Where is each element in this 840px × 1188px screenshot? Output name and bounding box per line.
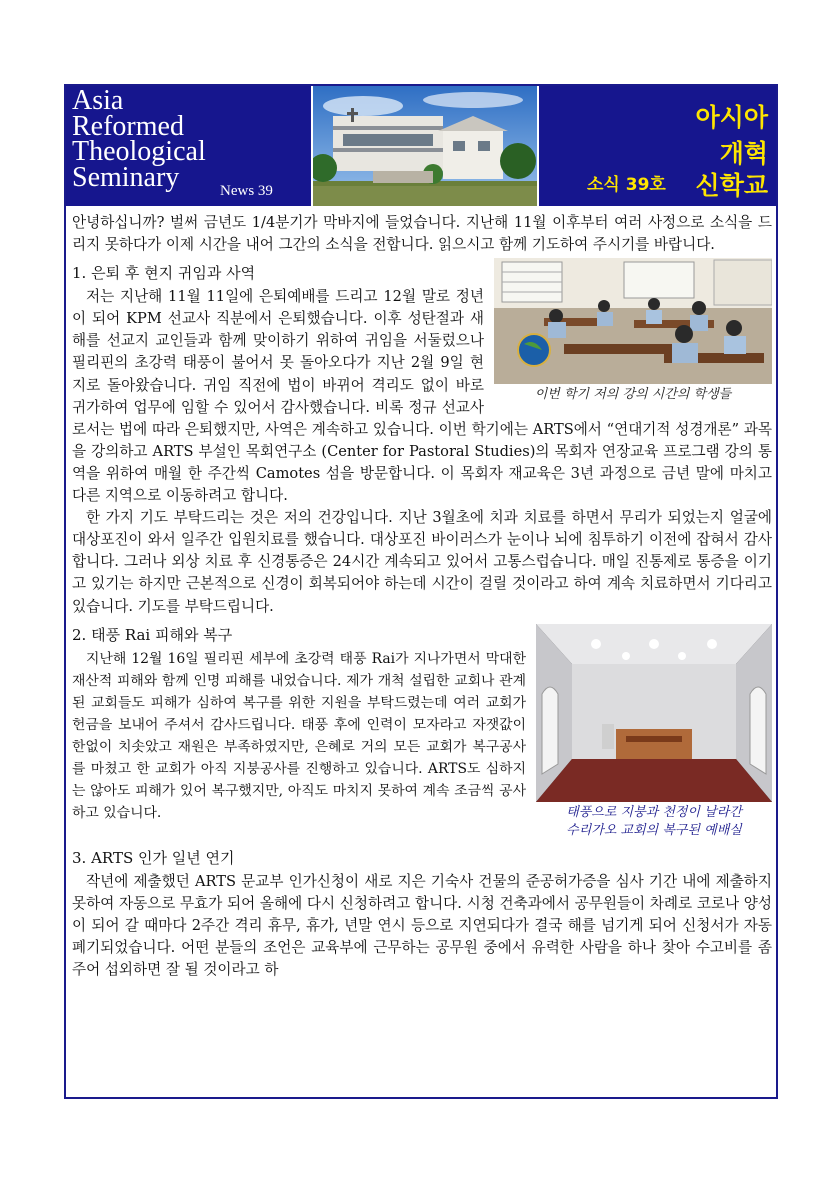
church-caption-line-2: 수리가오 교회의 복구된 예배실 [566,822,742,838]
section1-heading: 1. 은퇴 후 현지 귀임과 사역 [72,264,256,283]
section1-paragraph-1: 저는 지난해 11월 11일에 은퇴예배를 드리고 12월 말로 정년이 되어 KPM 선교사 직분에서 은퇴했습니다. 이후 성탄절과 새해를 선교지 교인들과 함께 맞이하기 위하여 귀임을 서둘렀으나 필리핀의 초강력 태풍이 불어서 못 돌아오다가 지난 2월 9일 현지로 돌아왔습니다. 귀임 직전에 법이 바뀌어 격리도 없이 바로 귀가하여 업무에 임할 수 있어서 감사했습니다. 비록 정규 선교사로서는 법에 따라 은퇴했지만, 사역은 계속하고 있습니다. 이번 학기에는 ARTS에서 “연대기적 성경개론” 과목을 강의하고 ARTS 부설인 목회연구소 (Center for Pastoral Studies)의 목회자 연장교육 프로그램 강의 통역을 위하여 매월 한 주간씩 Camotes 섬을 방문합니다. 이 목회자 재교육은 3년 과정으로 금년 말에 마치고 다른 지역으로 이동하려고 합니다. [72,288,772,505]
section1-paragraph-2: 한 가지 기도 부탁드리는 것은 저의 건강입니다. 지난 3월초에 치과 치료를 하면서 무리가 되었는지 얼굴에 대상포진이 와서 일주간 입원치료를 했습니다. 대상포진 바이러스가 눈이나 뇌에 침투하기 이전에 잡혀서 감사합니다. 그러나 외상 치료 후 신경통증은 24시간 계속되고 있어서 고통스럽습니다. 매일 진통제로 통증을 이기고 있기는 하지만 근본적으로 신경이 회복되어야 하는데 시간이 걸릴 것이라고 하여 계속 치료하면서 기다리고 있습니다. 기도를 부탁드립니다. [72,509,772,615]
newsletter-frame [64,84,778,1099]
students-caption: 이번 학기 저의 강의 시간의 학생들 [534,387,732,403]
title-line-2: Reformed [72,110,184,142]
seminary-building-photo [311,86,539,206]
section2-paragraph: 지난해 12월 16일 필리핀 세부에 초강력 태풍 Rai가 지나가면서 막대한 재산적 피해와 함께 인명 피해를 내었습니다. 제가 개척 설립한 교회나 관계된 교회들도 피해가 심하여 복구를 위한 지원을 부탁드렸는데 여러 교회가 헌금을 보내어 주셔서 감사드립니다. 태풍 후에 인력이 모자라고 자잿값이 한없이 치솟았고 재원은 부족하였지만, 은혜로 거의 모든 교회가 복구공사를 마쳤고 한 교회가 아직 지붕공사를 진행하고 있습니다. ARTS도 심하지는 않아도 피해가 있어 복구했지만, 아직도 마치지 못하여 계속 조금씩 공사하고 있습니다. [72,650,526,821]
intro-paragraph: 안녕하십니까? 벌써 금년도 1/4분기가 막바지에 들었습니다. 지난해 11월 이후부터 여러 사정으로 소식을 드리지 못하다가 이제 시간을 내어 그간의 소식을 전합니다. 읽으시고 함께 기도하여 주시기를 바랍니다. [72,214,772,254]
newsletter-header [66,86,776,206]
issue-label: 소식 39호 [587,175,666,195]
section3-heading: 3. ARTS 인가 일년 연기 [72,848,235,867]
korean-title-asia: 아시아 [695,103,768,132]
english-title-block [72,85,308,204]
students-figure [494,258,772,404]
church-caption-line-1: 태풍으로 지붕과 천정이 날라간 [566,804,742,820]
korean-title-seminary: 신학교 [695,171,768,200]
title-line-1: Asia [72,85,124,116]
church-figure [536,624,772,840]
title-line-4: Seminary [72,161,180,193]
korean-title-reformed: 개혁 [719,139,768,168]
news-number: News 39 [220,183,273,199]
section2-heading: 2. 태풍 Rai 피해와 복구 [72,625,233,644]
newsletter-body [72,212,772,981]
korean-title-block [539,86,776,206]
section3-paragraph: 작년에 제출했던 ARTS 문교부 인가신청이 새로 지은 기숙사 건물의 준공허가증을 심사 기간 내에 제출하지 못하여 자동으로 무효가 되어 올해에 다시 신청하려고 합니다. 시청 건축과에서 공무원들이 차례로 코로나 양성이 되어 갈 때마다 2주간 격리 휴무, 휴가, 년말 연시 등으로 지연되다가 결국 해를 넘기게 되어 신청서가 자동 폐기되었습니다. 어떤 분들의 조언은 교육부에 근무하는 공무원 중에서 유력한 사람을 하나 찾아 수고비를 좀 주어 섭외하면 잘 될 것이라고 하 [72,872,772,978]
students-photo [494,258,772,384]
church-photo [536,624,772,802]
title-line-3: Theological [72,136,206,167]
